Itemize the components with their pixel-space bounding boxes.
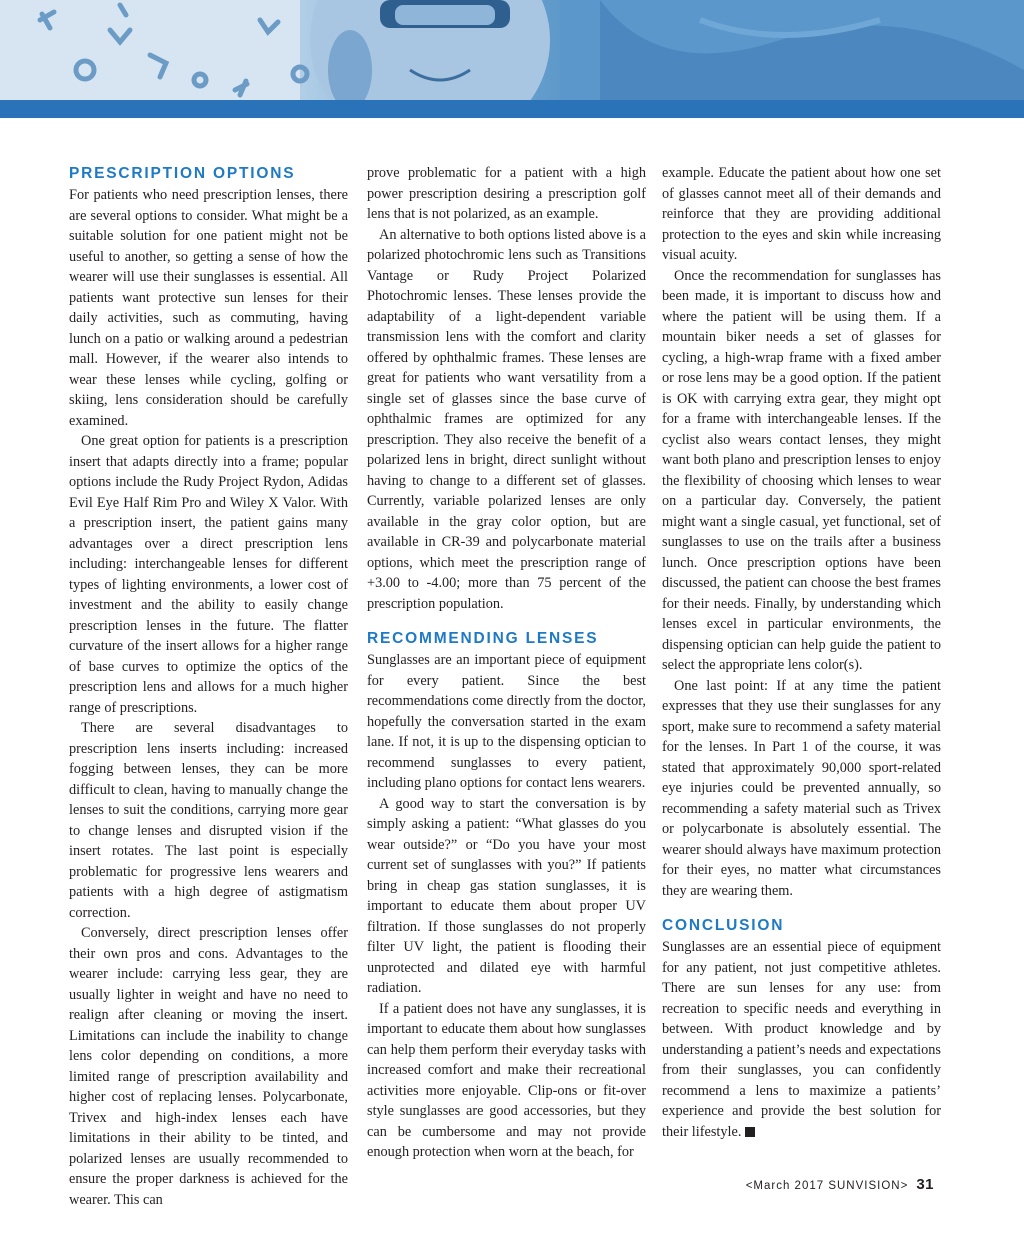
heading-conclusion: CONCLUSION [662,917,785,934]
end-mark-icon [745,1127,755,1137]
paragraph: One great option for patients is a prescription insert that adapts directly into a frame; popular options include the Rudy Project Rydon, Adidas Evil Eye Half Rim Pro and Wiley X Valor. With a prescription insert, the patient gains many advantages over a direct prescription lens including: interchangeable lenses for different types of lighting environments, a lower cost of investment and the ability to easily change prescription lenses in the future. The flatter curvature of the insert allows for a higher range of base curves to optimize the optics of the prescription lens and allows for a much higher range of prescriptions. [69,433,348,716]
paragraph: An alternative to both options listed above is a polarized photochromic lens such as Transitions Vantage or Rudy Project Polarized Photochromic lenses. These lenses provide the adaptability of a light-dependent variable transmission lens with the comfort and clarity offered by ophthalmic frames. These lenses are great for patients who want versatility from a single set of glasses since the base curve of ophthalmic frames are optimized for any prescription. They also receive the benefit of a polarized lens in bright, direct sunlight without having to change to a different set of glasses. Currently, variable polarized lenses are only available in the gray color option, but are available in CR-39 and polycarbonate material options, which meet the prescription range of +3.00 to -4.00; more than 75 percent of the prescription population. [367,226,646,612]
paragraph: Conversely, direct prescription lenses offer their own pros and cons. Advantages to the wearer include: carrying less gear, they are usually lighter in weight and have no need to realign after cleaning or moving the insert. Limitations can include the inability to change lens color depending on conditions, a more limited range of prescription availability and higher cost of replacing lenses. Polycarbonate, Trivex and high-index lenses each have limitations in their ability to be tinted, and polarized lenses are usually recommended to ensure the proper darkness is achieved for the wearer. This can [69,925,348,1208]
paragraph: Sunglasses are an important piece of equipment for every patient. Since the best recommendations come directly from the doctor, hopefully the conversation started in the exam lane. If not, it is up to the dispensing optician to recommend sunglasses to every patient, including plano options for contact lens wearers. [367,652,646,791]
paragraph: For patients who need prescription lenses, there are several options to consider. What might be a suitable solution for one patient might not be useful to another, so getting a sense of how the wearer will use their sunglasses is essential. All patients want protective sun lenses for their daily activities, such as commuting, having lunch on a patio or walking around a pedestrian mall. However, if the wearer also intends to wear these lenses while cycling, golfing or skiing, lens consideration should be carefully examined. [69,187,348,429]
paragraph: There are several disadvantages to prescription lens inserts including: increased fogging between lenses, they can be more difficult to clean, having to manually change the lenses to suit the conditions, carrying more gear to change lenses and disrupted vision if the insert rotates. The last point is especially problematic for progressive lens wearers and patients with a high degree of astigmatism correction. [69,720,348,921]
column-1 [69,163,348,1210]
column-2 [367,163,646,1163]
issue-label: <March 2017 SUNVISION> [745,1180,909,1192]
column-3 [662,163,941,1142]
paragraph: example. Educate the patient about how one set of glasses cannot meet all of their demands and reinforce that they are providing additional protection to the eyes and skin while increasing visual acuity. [662,165,941,263]
header-blue-stripe [0,100,1024,118]
page-number: 31 [916,1176,934,1193]
paragraph: prove problematic for a patient with a high power prescription desiring a prescription golf lens that is not polarized, as an example. [367,165,646,222]
paragraph: Once the recommendation for sunglasses has been made, it is important to discuss how and where the patient will be using them. If a mountain biker needs a set of glasses for cycling, a high-wrap frame with a fixed amber or rose lens may be a good option. If the patient is OK with carrying extra gear, they might opt for a frame with interchangeable lenses. If the cyclist also wears contact lenses, they might want both plano and prescription lenses to enjoy the flexibility of choosing which lenses to wear on a particular day. Conversely, the patient might want a single casual, yet functional, set of sunglasses to use on the trails after a business lunch. Once prescription options have been discussed, the patient can choose the best frames for their needs. Finally, by understanding which lenses excel in particular environments, the dispensing optician can help guide the patient to select the appropriate lens color(s). [662,267,941,673]
paragraph: One last point: If at any time the patient expresses that they use their sunglasses for any sport, make sure to recommend a safety material for the lenses. In Part 1 of the course, it was stated that approximately 90,000 sport-related eye injuries could be prevented annually, so recommending a safety material such as Trivex or polycarbonate is absolutely essential. The wearer should always have maximum protection for their eyes, no matter what circumstances they are wearing them. [662,677,941,899]
page-footer [746,1176,934,1193]
header-banner-image [0,0,1024,100]
heading-recommending-lenses: RECOMMENDING LENSES [367,630,599,647]
paragraph-text: Sunglasses are an essential piece of equipment for any patient, not just competitive athletes. There are sun lenses for any use: from recreation to specific needs and everything in between. With product knowledge and by understanding a patient’s needs and expectations from their sunglasses, you can confidently recommend a lens to maximize a patients’ experience and provide the best solution for their lifestyle. [662,939,941,1140]
eye-chart-face-illustration [0,0,1024,100]
paragraph-final [662,937,941,1142]
paragraph: If a patient does not have any sunglasses, it is important to educate them about how sunglasses can help them perform their everyday tasks with increased comfort and make their recreational activities more enjoyable. Clip-ons or fit-over style sunglasses are good accessories, but they can be cumbersome and may not provide enough protection when worn at the beach, for [367,1000,646,1160]
heading-prescription-options: PRESCRIPTION OPTIONS [69,165,296,182]
paragraph: A good way to start the conversation is by simply asking a patient: “What glasses do you wear outside?” or “Do you have your most current set of sunglasses with you?” If patients bring in cheap gas station sunglasses, it is important to educate them about proper UV filtration. If those sunglasses do not properly filter UV light, the patient is flooding their unprotected and dilated eye with harmful radiation. [367,795,646,996]
